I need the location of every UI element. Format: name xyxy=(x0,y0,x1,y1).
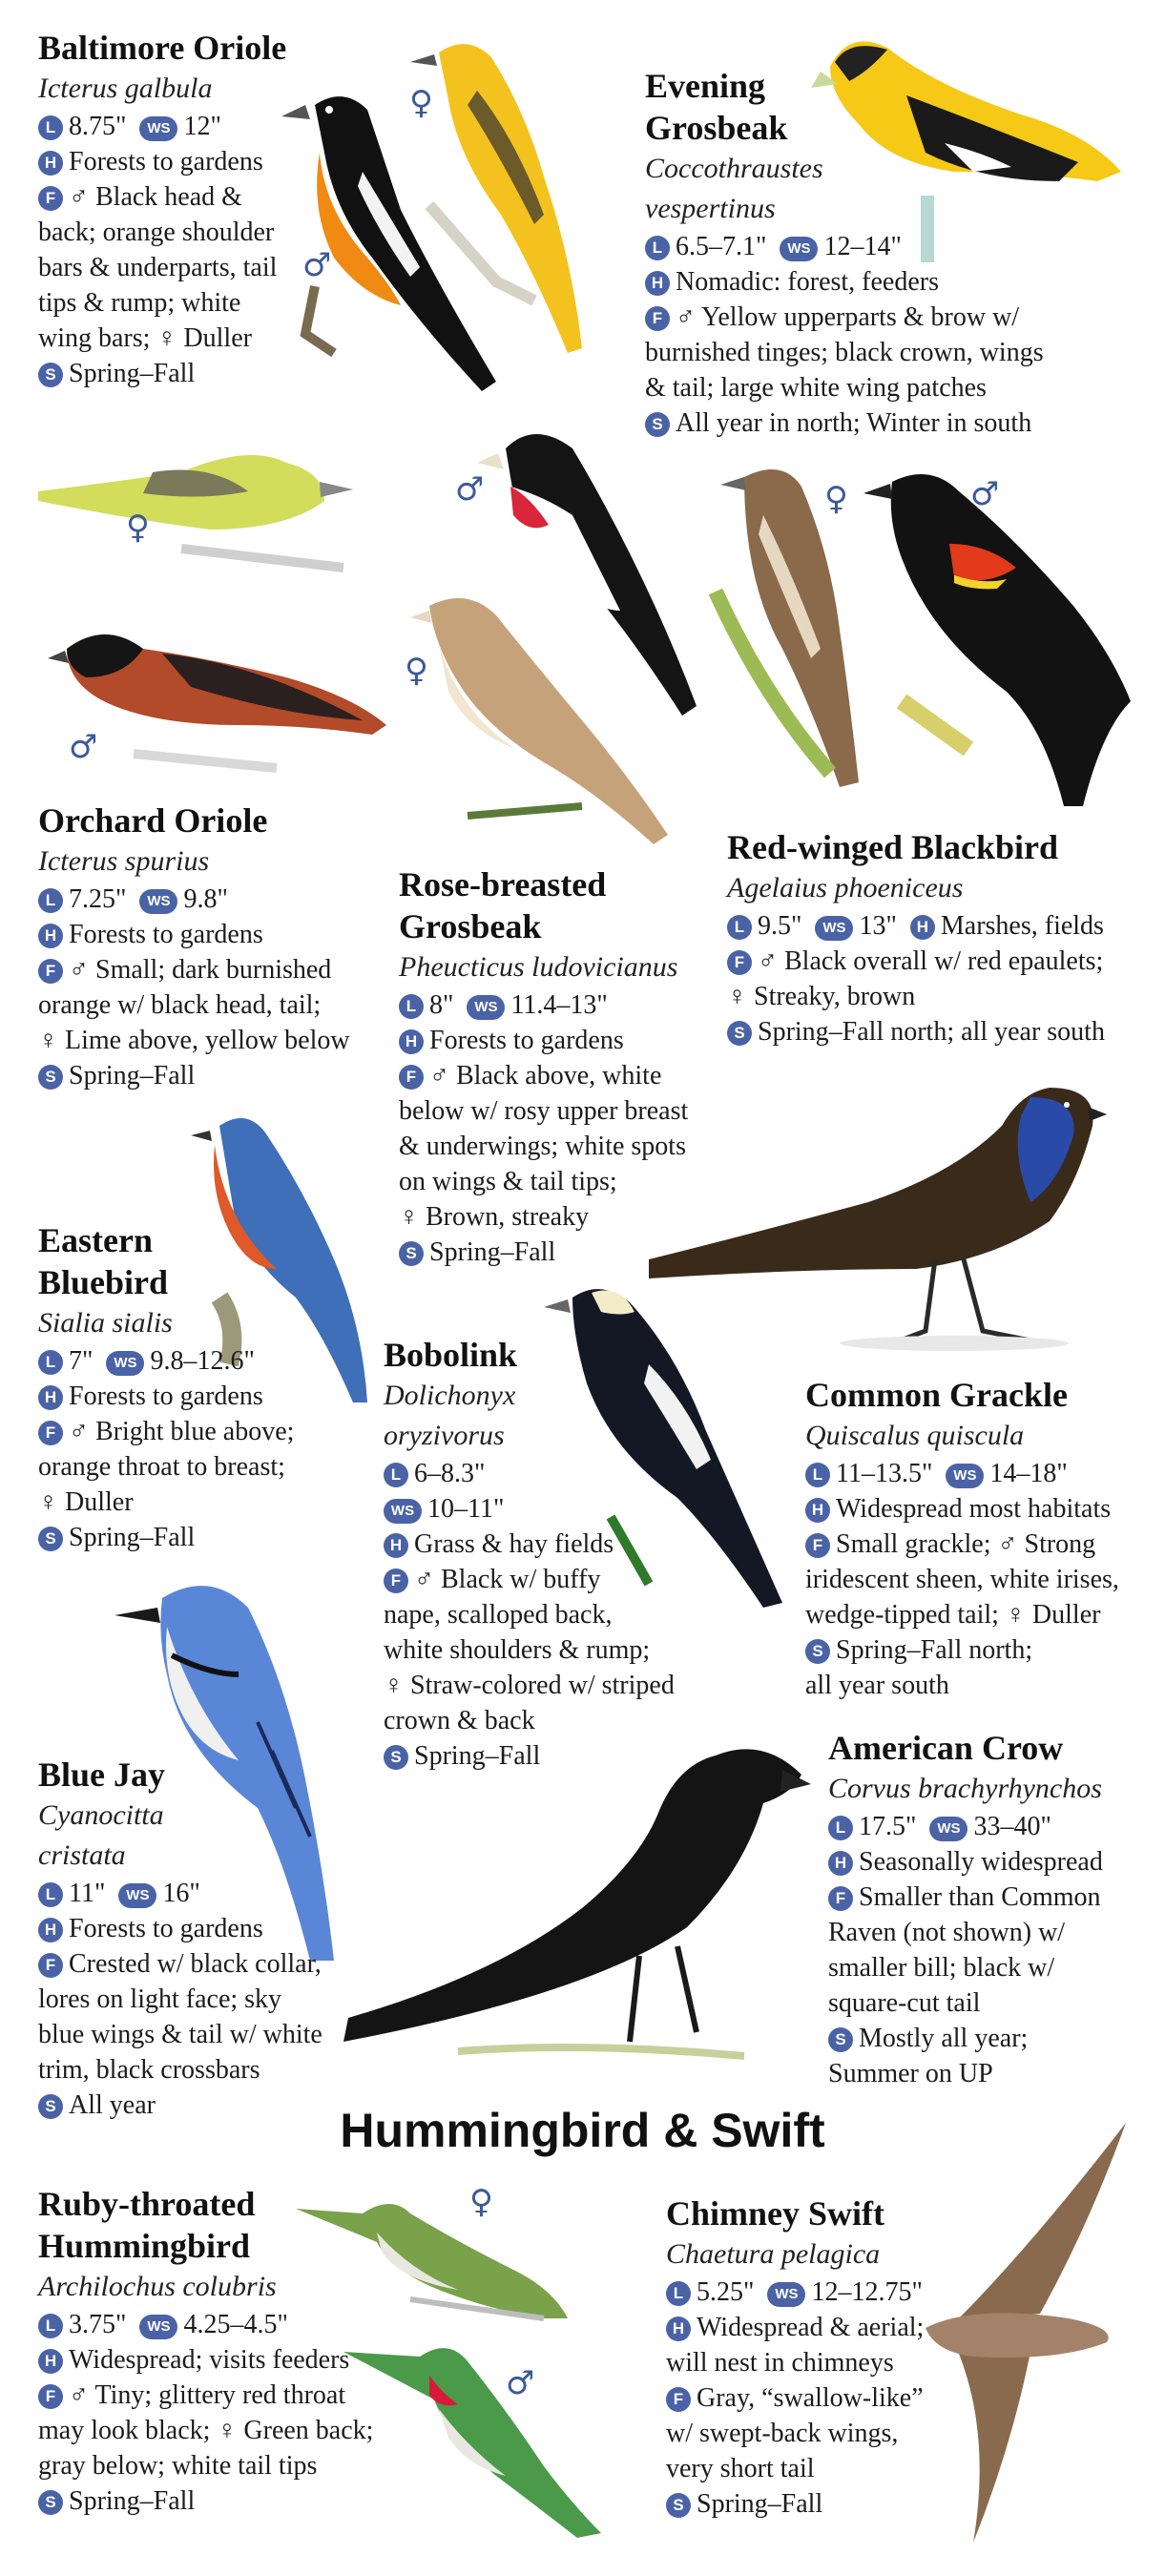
season-icon: S xyxy=(727,1021,752,1046)
habitat-icon: H xyxy=(38,151,63,176)
wingspan-icon: WS xyxy=(467,995,505,1020)
season-icon: S xyxy=(384,1745,408,1770)
field-marks-icon: F xyxy=(384,1568,408,1593)
field-marks-text: Raven (not shown) w/ xyxy=(828,1918,1066,1947)
svg-text:♂: ♂ xyxy=(302,246,332,284)
scientific-name: oryzivorus xyxy=(384,1420,505,1451)
length-icon: L xyxy=(38,115,63,140)
season-icon: S xyxy=(645,412,670,437)
habitat-text: Forests to gardens xyxy=(69,920,263,949)
field-marks-text: ♂ Black w/ buffy xyxy=(414,1565,601,1594)
scientific-name: Corvus brachyrhynchos xyxy=(828,1773,1102,1804)
field-marks-line xyxy=(805,1527,1158,1562)
field-marks-icon: F xyxy=(666,2387,691,2412)
field-marks-text: tips & rump; white xyxy=(38,288,241,318)
field-marks-text: lores on light face; sky xyxy=(38,1984,282,2014)
habitat-line xyxy=(38,144,315,179)
habitat-icon: H xyxy=(38,2349,63,2374)
habitat-line xyxy=(38,917,401,952)
season-icon: S xyxy=(828,2027,853,2052)
field-marks-text: orange w/ black head, tail; xyxy=(38,990,322,1020)
field-marks-text: ♂ Small; dark burnished xyxy=(69,955,332,985)
scientific-name: Icterus galbula xyxy=(38,73,213,104)
habitat-line xyxy=(805,1491,1158,1527)
season-line xyxy=(384,1738,708,1774)
species-name: Orchard Oriole xyxy=(38,801,268,840)
svg-text:♀: ♀ xyxy=(405,652,428,690)
size-line xyxy=(38,2307,439,2342)
season-text: All year xyxy=(69,2090,156,2120)
season-line xyxy=(828,2021,1153,2056)
red-winged-blackbird-male-illustration xyxy=(863,463,1140,816)
field-marks-line xyxy=(38,1414,363,1449)
orchard-oriole-female-illustration xyxy=(38,425,353,577)
length-icon: L xyxy=(727,915,752,940)
field-marks-text: very short tail xyxy=(666,2454,815,2483)
field-marks-text: Smaller than Common xyxy=(859,1882,1101,1912)
svg-text:♀: ♀ xyxy=(409,84,433,122)
scientific-name: Coccothraustes xyxy=(645,153,823,184)
scientific-name: cristata xyxy=(38,1839,126,1871)
field-marks-icon: F xyxy=(727,950,752,975)
species-entry-orchard-oriole xyxy=(38,800,401,1093)
wingspan-value: 12–12.75" xyxy=(811,2277,923,2307)
size-line xyxy=(38,882,401,917)
habitat-text: Widespread most habitats xyxy=(836,1494,1112,1524)
habitat-text: Marshes, fields xyxy=(940,911,1104,941)
habitat-text: Widespread & aerial; xyxy=(697,2313,925,2342)
season-text: Spring–Fall xyxy=(69,359,196,388)
wingspan-value: 10–11" xyxy=(427,1494,505,1524)
habitat-icon: H xyxy=(399,1029,424,1054)
season-text: Spring–Fall xyxy=(69,1523,196,1552)
habitat-line xyxy=(38,1911,343,1946)
field-marks-line xyxy=(645,300,1141,335)
field-marks-text: crown & back xyxy=(384,1706,535,1735)
size-line xyxy=(828,1809,1153,1844)
wingspan-icon: WS xyxy=(106,1351,144,1376)
scientific-name: Archilochus colubris xyxy=(38,2271,277,2302)
season-icon: S xyxy=(38,1065,63,1090)
season-text: Spring–Fall xyxy=(69,1061,196,1091)
female-symbol xyxy=(466,2180,504,2222)
scientific-name: Icterus spurius xyxy=(38,845,210,877)
size-line xyxy=(727,908,1147,944)
field-marks-icon: F xyxy=(828,1886,853,1911)
season-text: Spring–Fall north; xyxy=(836,1635,1033,1665)
length-value: 9.5" xyxy=(758,911,802,941)
length-icon: L xyxy=(38,1882,63,1907)
size-line xyxy=(399,987,723,1023)
wingspan-icon: WS xyxy=(139,889,177,914)
size-line xyxy=(38,1876,343,1911)
wingspan-value: 9.8–12.6" xyxy=(150,1346,255,1376)
field-marks-text: ♂ Bright blue above; xyxy=(69,1417,295,1446)
field-marks-icon: F xyxy=(38,959,63,984)
species-name: Blue Jay xyxy=(38,1755,166,1794)
species-name: Eastern xyxy=(38,1221,153,1259)
length-icon: L xyxy=(645,236,670,260)
length-value: 7" xyxy=(69,1346,94,1376)
species-name: Common Grackle xyxy=(805,1376,1068,1414)
habitat-icon: H xyxy=(38,924,63,948)
species-entry-ruby-throated-hummingbird xyxy=(38,2183,439,2519)
field-marks-line xyxy=(38,179,315,215)
habitat-text: Seasonally widespread xyxy=(859,1847,1103,1877)
length-icon: L xyxy=(666,2281,691,2306)
wingspan-icon: WS xyxy=(815,916,853,941)
wingspan-value: 12" xyxy=(183,112,221,141)
length-icon: L xyxy=(399,994,424,1019)
length-value: 8" xyxy=(429,990,454,1020)
habitat-line xyxy=(384,1527,708,1562)
habitat-text: Widespread; visits feeders xyxy=(69,2345,350,2375)
field-marks-text: may look black; ♀ Green back; xyxy=(38,2416,374,2445)
species-entry-rose-breasted-grosbeak xyxy=(399,863,723,1270)
length-value: 8.75" xyxy=(69,112,127,141)
length-value: 11" xyxy=(69,1879,106,1908)
habitat-text: Forests to gardens xyxy=(69,147,263,177)
svg-text:♂: ♂ xyxy=(970,475,1000,513)
field-marks-text: ♀ Straw-colored w/ striped xyxy=(384,1671,675,1700)
habitat-icon: H xyxy=(828,1851,853,1876)
species-name: American Crow xyxy=(828,1729,1064,1767)
field-marks-text: blue wings & tail w/ white xyxy=(38,2020,322,2049)
scientific-name: Sialia sialis xyxy=(38,1307,173,1339)
wingspan-icon: WS xyxy=(384,1499,422,1524)
rose-breasted-grosbeak-female-illustration xyxy=(410,587,677,854)
habitat-icon: H xyxy=(38,1385,63,1410)
season-icon: S xyxy=(38,363,63,387)
field-marks-line xyxy=(399,1058,723,1093)
field-marks-text: Crested w/ black collar, xyxy=(69,1949,322,1979)
habitat-icon: H xyxy=(805,1498,830,1523)
habitat-line xyxy=(645,264,1141,300)
size-line xyxy=(805,1456,1158,1491)
habitat-icon: H xyxy=(666,2316,691,2341)
field-marks-line xyxy=(38,1946,343,1982)
female-symbol xyxy=(821,477,859,519)
field-marks-icon: F xyxy=(805,1533,830,1558)
wingspan-icon: WS xyxy=(139,2315,177,2339)
field-marks-text: ♂ Black head & xyxy=(69,182,242,212)
wingspan-icon: WS xyxy=(139,116,177,141)
wingspan-icon: WS xyxy=(929,1817,967,1841)
season-text: Spring–Fall xyxy=(414,1741,541,1771)
field-marks-text: bars & underparts, tail xyxy=(38,253,278,282)
habitat-text: Nomadic: forest, feeders xyxy=(676,267,939,297)
season-line xyxy=(727,1014,1147,1049)
length-line xyxy=(384,1456,708,1491)
scientific-name: Agelaius phoeniceus xyxy=(727,872,964,904)
field-marks-text: back; orange shoulder xyxy=(38,218,275,247)
season-line xyxy=(805,1632,1158,1668)
field-marks-text: & underwings; white spots xyxy=(399,1132,686,1161)
length-value: 7.25" xyxy=(69,884,127,914)
season-text: All year in north; Winter in south xyxy=(676,408,1032,438)
length-value: 17.5" xyxy=(859,1812,917,1841)
field-marks-text: ♂ Black overall w/ red epaulets; xyxy=(758,946,1104,976)
season-line xyxy=(399,1235,723,1270)
species-name: Rose-breasted xyxy=(399,865,607,904)
season-icon: S xyxy=(666,2493,691,2518)
wingspan-icon: WS xyxy=(946,1464,984,1488)
length-value: 6.5–7.1" xyxy=(676,232,767,261)
species-entry-eastern-bluebird xyxy=(38,1219,363,1555)
male-symbol xyxy=(67,725,105,767)
habitat-icon: H xyxy=(384,1533,408,1558)
svg-text:♂: ♂ xyxy=(69,728,98,766)
field-marks-line xyxy=(828,1880,1153,1915)
species-name: Grosbeak xyxy=(645,109,788,147)
habitat-icon: H xyxy=(910,915,935,940)
female-symbol xyxy=(406,81,444,123)
field-marks-line xyxy=(38,952,401,987)
svg-text:♀: ♀ xyxy=(126,509,150,547)
field-marks-text: ♀ Lime above, yellow below xyxy=(38,1026,350,1055)
field-marks-text: ♀ Brown, streaky xyxy=(399,1202,590,1232)
season-text: Summer on UP xyxy=(828,2059,993,2088)
season-text: Spring–Fall xyxy=(697,2489,823,2519)
scientific-name: Dolichonyx xyxy=(384,1380,516,1411)
field-marks-text: trim, black crossbars xyxy=(38,2055,260,2085)
species-name: Baltimore Oriole xyxy=(38,29,287,67)
wingspan-value: 11.4–13" xyxy=(510,990,608,1020)
length-value: 5.25" xyxy=(697,2277,755,2307)
field-marks-text: ♂ Tiny; glittery red throat xyxy=(69,2380,346,2410)
male-symbol xyxy=(504,2361,542,2403)
field-marks-text: on wings & tail tips; xyxy=(399,1167,617,1196)
female-symbol xyxy=(401,649,439,691)
species-name: Ruby-throated xyxy=(38,2185,256,2223)
field-marks-text: gray below; white tail tips xyxy=(38,2451,318,2481)
size-line xyxy=(38,109,315,144)
scientific-name: Quiscalus quiscula xyxy=(805,1420,1025,1451)
length-icon: L xyxy=(805,1463,830,1487)
wingspan-value: 4.25–4.5" xyxy=(183,2310,288,2339)
field-marks-text: white shoulders & rump; xyxy=(384,1635,651,1665)
species-entry-chimney-swift xyxy=(666,2192,952,2522)
male-symbol xyxy=(968,472,1007,514)
field-marks-line xyxy=(384,1562,708,1597)
habitat-text: Grass & hay fields xyxy=(414,1529,614,1559)
season-icon: S xyxy=(38,2094,63,2119)
habitat-line xyxy=(38,1379,363,1414)
length-icon: L xyxy=(38,2314,63,2338)
wingspan-value: 14–18" xyxy=(989,1459,1068,1488)
scientific-name: vespertinus xyxy=(645,193,776,224)
habitat-icon: H xyxy=(38,1918,63,1942)
season-line xyxy=(38,2483,439,2519)
field-marks-text: orange throat to breast; xyxy=(38,1452,285,1482)
section-title: Hummingbird & Swift xyxy=(340,2104,825,2157)
season-icon: S xyxy=(399,1241,424,1266)
length-icon: L xyxy=(384,1463,408,1487)
field-marks-text: ♀ Duller xyxy=(38,1487,134,1517)
habitat-text: will nest in chimneys xyxy=(666,2348,894,2378)
habitat-icon: H xyxy=(645,271,670,296)
female-symbol xyxy=(122,506,160,548)
field-marks-text: Gray, “swallow-like” xyxy=(697,2383,924,2413)
wingspan-icon: WS xyxy=(767,2282,805,2307)
habitat-line xyxy=(38,2342,439,2378)
field-marks-line xyxy=(727,944,1147,979)
season-text: Spring–Fall xyxy=(429,1237,556,1267)
field-marks-line xyxy=(666,2380,952,2416)
svg-text:♂: ♂ xyxy=(455,470,485,509)
species-entry-common-grackle xyxy=(805,1374,1158,1703)
svg-text:♀: ♀ xyxy=(824,480,848,518)
species-entry-bobolink xyxy=(384,1334,708,1774)
species-entry-blue-jay xyxy=(38,1754,343,2123)
season-text: Spring–Fall xyxy=(69,2486,196,2516)
scientific-name: Pheucticus ludovicianus xyxy=(399,951,678,983)
season-icon: S xyxy=(38,2490,63,2515)
field-marks-text: w/ swept-back wings, xyxy=(666,2419,899,2448)
season-text: all year south xyxy=(805,1671,949,1700)
field-marks-text: ♂ Yellow upperparts & brow w/ xyxy=(676,302,1020,332)
field-marks-text: square-cut tail xyxy=(828,1988,981,2018)
species-entry-american-crow xyxy=(828,1727,1153,2091)
season-line xyxy=(38,1058,401,1093)
season-line xyxy=(666,2486,952,2522)
size-line xyxy=(645,229,1141,264)
wingspan-line xyxy=(384,1491,708,1527)
habitat-text: Forests to gardens xyxy=(429,1026,624,1055)
species-name: Chimney Swift xyxy=(666,2194,885,2233)
species-name: Bobolink xyxy=(384,1336,518,1374)
male-symbol xyxy=(453,467,491,509)
field-marks-text: wing bars; ♀ Duller xyxy=(38,323,252,353)
field-marks-text: wedge-tipped tail; ♀ Duller xyxy=(805,1600,1101,1630)
size-line xyxy=(38,1343,363,1379)
species-name: Bluebird xyxy=(38,1263,169,1301)
field-marks-icon: F xyxy=(38,1421,63,1445)
field-marks-text: below w/ rosy upper breast xyxy=(399,1096,689,1126)
length-icon: L xyxy=(38,1350,63,1375)
length-icon: L xyxy=(828,1816,853,1840)
field-marks-text: & tail; large white wing patches xyxy=(645,373,987,403)
species-name: Grosbeak xyxy=(399,907,542,945)
field-marks-icon: F xyxy=(399,1065,424,1090)
species-name: Evening xyxy=(645,67,766,105)
season-icon: S xyxy=(38,1527,63,1551)
wingspan-icon: WS xyxy=(780,237,818,261)
species-name: Hummingbird xyxy=(38,2227,251,2265)
habitat-line xyxy=(666,2310,952,2345)
field-marks-text: ♀ Streaky, brown xyxy=(727,982,916,1011)
habitat-text: Forests to gardens xyxy=(69,1914,263,1943)
season-line xyxy=(38,1520,363,1555)
species-entry-baltimore-oriole xyxy=(38,27,315,391)
wingspan-value: 16" xyxy=(162,1879,200,1908)
svg-text:♂: ♂ xyxy=(506,2364,535,2402)
length-value: 11–13.5" xyxy=(836,1459,933,1488)
length-icon: L xyxy=(38,888,63,913)
field-marks-line xyxy=(38,2378,439,2413)
season-line xyxy=(38,356,315,391)
field-marks-text: nape, scalloped back, xyxy=(384,1600,613,1630)
field-marks-text: iridescent sheen, white irises, xyxy=(805,1565,1119,1594)
season-text: Mostly all year; xyxy=(859,2024,1029,2053)
species-name: Red-winged Blackbird xyxy=(727,828,1059,866)
habitat-line xyxy=(828,1844,1153,1880)
field-marks-icon: F xyxy=(38,1953,63,1978)
field-marks-text: smaller bill; black w/ xyxy=(828,1953,1055,1983)
field-marks-icon: F xyxy=(38,2384,63,2409)
length-value: 6–8.3" xyxy=(414,1459,486,1488)
field-marks-icon: F xyxy=(38,186,63,211)
scientific-name: Cyanocitta xyxy=(38,1799,164,1831)
species-entry-evening-grosbeak xyxy=(645,65,1141,441)
field-marks-icon: F xyxy=(645,306,670,331)
season-text: Spring–Fall north; all year south xyxy=(758,1017,1105,1047)
length-value: 3.75" xyxy=(69,2310,127,2339)
habitat-text: Forests to gardens xyxy=(69,1381,263,1411)
season-icon: S xyxy=(805,1639,830,1664)
svg-text:♀: ♀ xyxy=(469,2183,493,2221)
field-marks-text: ♂ Black above, white xyxy=(429,1061,662,1091)
wingspan-value: 12–14" xyxy=(823,232,902,261)
wingspan-value: 33–40" xyxy=(973,1812,1051,1841)
size-line xyxy=(666,2275,952,2310)
wingspan-icon: WS xyxy=(118,1883,156,1908)
season-line xyxy=(645,405,1141,441)
field-marks-text: burnished tinges; black crown, wings xyxy=(645,338,1044,367)
wingspan-value: 9.8" xyxy=(183,884,228,914)
species-entry-red-winged-blackbird xyxy=(727,826,1147,1049)
habitat-line xyxy=(399,1023,723,1058)
wingspan-value: 13" xyxy=(859,911,897,941)
scientific-name: Chaetura pelagica xyxy=(666,2238,881,2270)
field-marks-text: Small grackle; ♂ Strong xyxy=(836,1529,1096,1559)
